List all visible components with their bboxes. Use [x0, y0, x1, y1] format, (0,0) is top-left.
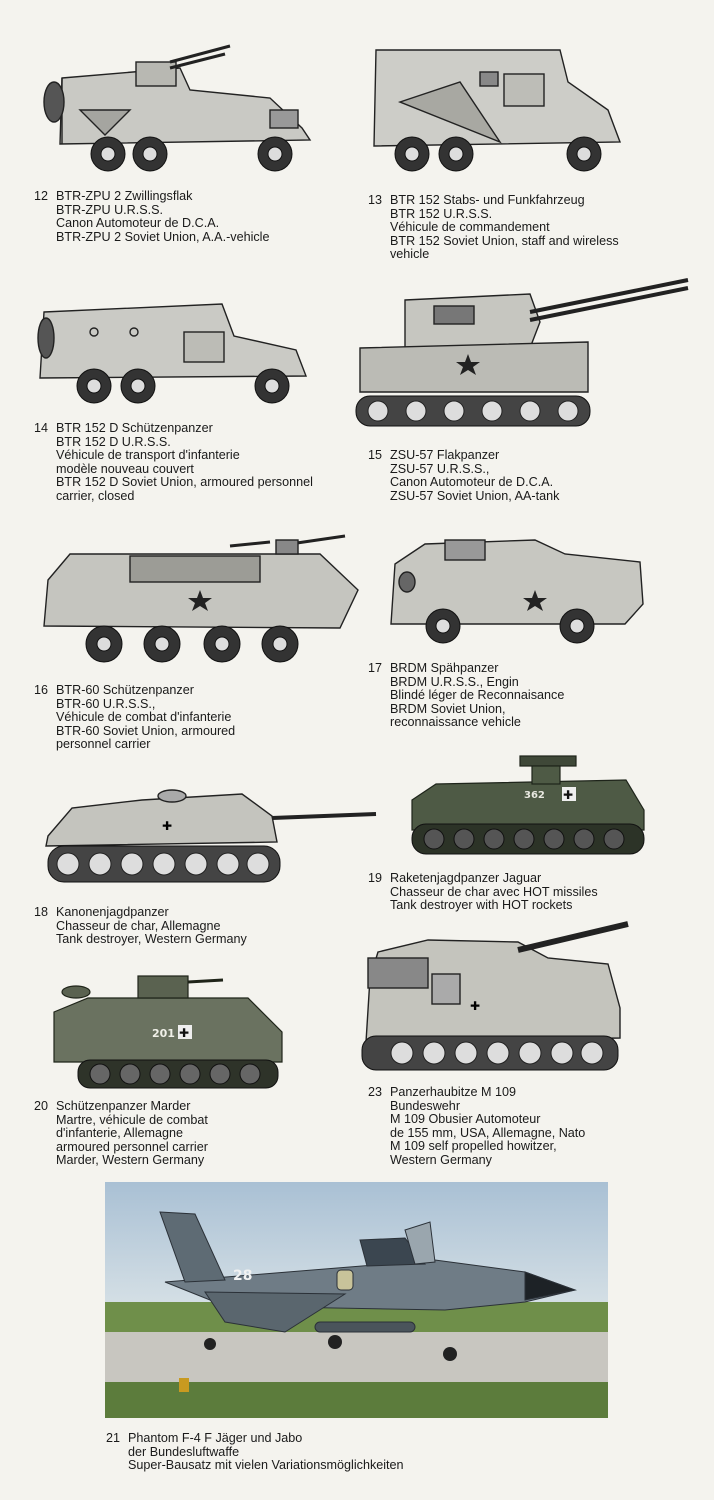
caption-line: BTR-ZPU 2 Soviet Union, A.A.-vehicle	[56, 229, 270, 244]
caption-12	[34, 190, 354, 244]
caption-line: Chasseur de char, Allemagne	[56, 918, 221, 933]
svg-text:✚: ✚	[470, 999, 481, 1013]
item-title: Panzerhaubitze M 109	[390, 1085, 517, 1099]
caption-line: d'infanterie, Allemagne	[56, 1126, 184, 1141]
caption-line: BTR-60 Soviet Union, armoured	[56, 723, 236, 738]
item-title: ZSU-57 Flakpanzer	[390, 448, 500, 462]
caption-line: BRDM Soviet Union,	[390, 701, 506, 716]
caption-16	[34, 684, 364, 752]
caption-19	[368, 872, 698, 913]
model-14-btr-152-d-image	[34, 292, 314, 412]
item-title: BTR-ZPU 2 Zwillingsflak	[56, 189, 193, 203]
caption-line: Bundeswehr	[390, 1098, 461, 1113]
item-number: 17	[368, 661, 383, 675]
caption-20	[34, 1100, 354, 1168]
caption-line: M 109 Obusier Automoteur	[390, 1112, 541, 1127]
caption-line: ZSU-57 U.R.S.S.,	[390, 461, 490, 476]
caption-line: Canon Automoteur de D.C.A.	[56, 216, 220, 231]
item-number: 18	[34, 905, 49, 919]
item-title: Schützenpanzer Marder	[56, 1099, 191, 1113]
item-number: 14	[34, 421, 49, 435]
jaguar-number: 362	[524, 790, 545, 801]
model-18-kanonenjagdpanzer-image	[42, 786, 377, 890]
model-13-btr-152-image	[370, 42, 630, 177]
caption-17	[368, 662, 698, 730]
item-title: BTR 152 Stabs- und Funkfahrzeug	[390, 193, 585, 207]
svg-text:✚: ✚	[563, 788, 574, 802]
caption-line: BTR 152 Soviet Union, staff and wireless	[390, 233, 619, 248]
item-title: Kanonenjagdpanzer	[56, 905, 169, 919]
model-17-brdm-image	[385, 534, 650, 649]
caption-line: modèle nouveau couvert	[56, 461, 194, 476]
caption-line: Tank destroyer with HOT rockets	[390, 898, 573, 913]
caption-line: personnel carrier	[56, 737, 151, 752]
item-number: 16	[34, 683, 49, 697]
phantom-tail-code: 28	[233, 1268, 253, 1284]
model-16-btr-60-image	[40, 530, 360, 670]
caption-14	[34, 422, 364, 504]
caption-line: BTR-ZPU U.R.S.S.	[56, 202, 164, 217]
caption-line: Canon Automoteur de D.C.A.	[390, 475, 554, 490]
item-title: Phantom F-4 F Jäger und Jabo	[128, 1431, 303, 1445]
caption-line: Western Germany	[390, 1152, 492, 1167]
item-number: 20	[34, 1099, 49, 1113]
svg-text:✚: ✚	[162, 819, 173, 833]
caption-line: ZSU-57 Soviet Union, AA-tank	[390, 488, 560, 503]
caption-line: BRDM U.R.S.S., Engin	[390, 674, 519, 689]
item-number: 21	[106, 1431, 121, 1445]
caption-line: Chasseur de char avec HOT missiles	[390, 884, 598, 899]
caption-line: Véhicule de combat d'infanterie	[56, 710, 232, 725]
model-12-btr-zpu-image	[40, 40, 320, 175]
caption-13	[368, 194, 698, 262]
caption-line: de 155 mm, USA, Allemagne, Nato	[390, 1125, 586, 1140]
caption-line: BTR 152 D Soviet Union, armoured personnel	[56, 475, 313, 490]
caption-line: Martre, véhicule de combat	[56, 1112, 208, 1127]
item-number: 12	[34, 189, 49, 203]
caption-line: Blindé léger de Reconnaisance	[390, 688, 565, 703]
caption-line: armoured personnel carrier	[56, 1139, 208, 1154]
caption-line: BTR-60 U.R.S.S.,	[56, 696, 156, 711]
caption-line: der Bundesluftwaffe	[128, 1444, 240, 1459]
item-number: 23	[368, 1085, 383, 1099]
model-15-zsu-57-image	[350, 272, 695, 437]
caption-line: BTR 152 U.R.S.S.	[390, 206, 493, 221]
phantom-f4f-photo	[105, 1182, 608, 1418]
marder-number: 201	[152, 1027, 175, 1040]
caption-line: M 109 self propelled howitzer,	[390, 1139, 557, 1154]
caption-18	[34, 906, 354, 947]
caption-line: carrier, closed	[56, 488, 135, 503]
item-number: 19	[368, 871, 383, 885]
caption-line: Tank destroyer, Western Germany	[56, 932, 247, 947]
caption-line: reconnaissance vehicle	[390, 715, 521, 730]
caption-line: BTR 152 D U.R.S.S.	[56, 434, 171, 449]
caption-line: Marder, Western Germany	[56, 1153, 205, 1168]
caption-line: Super-Bausatz mit vielen Variationsmöglichkeiten	[128, 1458, 404, 1473]
item-number: 15	[368, 448, 383, 462]
item-title: BTR 152 D Schützenpanzer	[56, 421, 213, 435]
item-title: BTR-60 Schützenpanzer	[56, 683, 194, 697]
caption-15	[368, 449, 698, 503]
model-23-m109-image	[358, 918, 638, 1076]
caption-line: Véhicule de commandement	[390, 220, 550, 235]
caption-23	[368, 1086, 698, 1168]
model-20-marder-image	[48, 962, 288, 1092]
caption-21	[106, 1432, 506, 1473]
model-19-jaguar-image	[406, 750, 648, 860]
item-number: 13	[368, 193, 383, 207]
item-title: BRDM Spähpanzer	[390, 661, 499, 675]
caption-line: vehicle	[390, 247, 430, 262]
caption-line: Véhicule de transport d'infanterie	[56, 448, 240, 463]
svg-text:✚: ✚	[179, 1026, 190, 1040]
item-title: Raketenjagdpanzer Jaguar	[390, 871, 542, 885]
